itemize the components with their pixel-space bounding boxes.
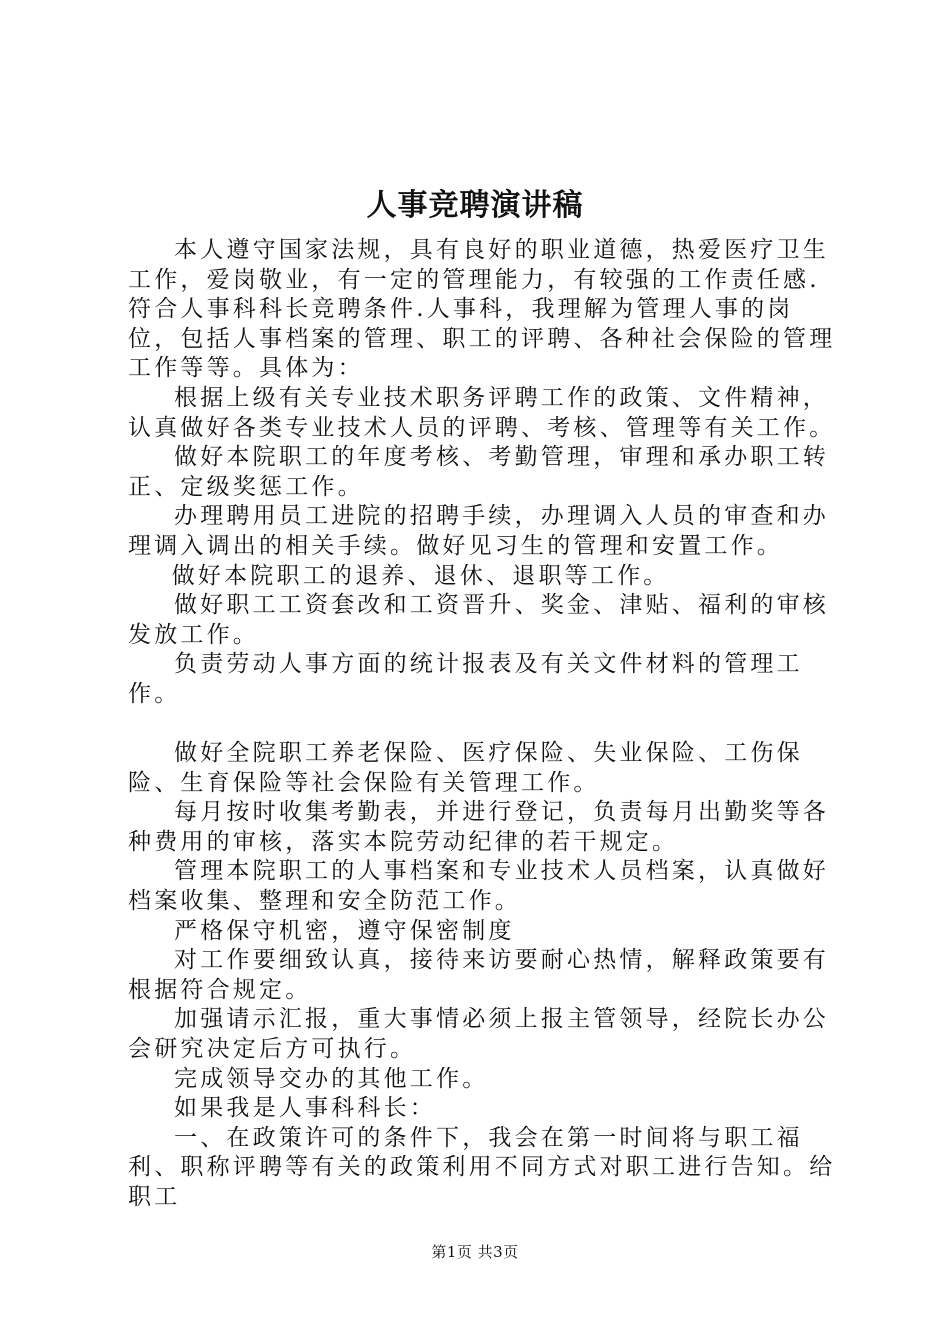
document-title: 人事竞聘演讲稿 xyxy=(366,188,584,223)
document-body xyxy=(128,236,840,1213)
paragraph-item: 做好职工工资套改和工资晋升、奖金、津贴、福利的审核发放工作。 xyxy=(128,592,829,648)
paragraph-item: 做好本院职工的年度考核、考勤管理，审理和承办职工转正、定级奖惩工作。 xyxy=(128,444,829,500)
page-footer: 第1页 共3页 xyxy=(431,1243,519,1261)
paragraph-item: 做好全院职工养老保险、医疗保险、失业保险、工伤保险、生育保险等社会保险有关管理工作。 xyxy=(128,740,803,796)
paragraph-item: 做好本院职工的退养、退休、退职等工作。 xyxy=(171,562,670,589)
paragraph-item: 对工作要细致认真，接待来访要耐心热情，解释政策要有根据符合规定。 xyxy=(128,947,829,1003)
paragraph-intro: 本人遵守国家法规，具有良好的职业道德，热爱医疗卫生工作，爱岗敬业，有一定的管理能力，有较强的工作责任感.符合人事科科长竞聘条件.人事科，我理解为管理人事的岗位，包括人事档案的管理、职工的评聘、各种社会保险的管理工作等等。具体为： xyxy=(128,237,836,382)
paragraph-item: 根据上级有关专业技术职务评聘工作的政策、文件精神，认真做好各类专业技术人员的评聘、考核、管理等有关工作。 xyxy=(128,384,836,441)
paragraph-item: 办理聘用员工进院的招聘手续，办理调入人员的审查和办理调入调出的相关手续。做好见习生的管理和安置工作。 xyxy=(128,503,829,559)
paragraph-item: 一、在政策许可的条件下，我会在第一时间将与职工福利、职称评聘等有关的政策利用不同方式对职工进行告知。给职工 xyxy=(128,1124,836,1210)
blank-line xyxy=(128,710,840,740)
paragraph-item: 负责劳动人事方面的统计报表及有关文件材料的管理工作。 xyxy=(128,651,803,707)
paragraph-item: 管理本院职工的人事档案和专业技术人员档案，认真做好档案收集、整理和安全防范工作。 xyxy=(128,858,829,915)
paragraph-item: 每月按时收集考勤表，并进行登记，负责每月出勤奖等各种费用的审核，落实本院劳动纪律的若干规定。 xyxy=(128,799,829,855)
paragraph-item: 严格保守机密，遵守保密制度 xyxy=(174,917,515,944)
paragraph-item: 完成领导交办的其他工作。 xyxy=(174,1065,489,1092)
paragraph-item: 加强请示汇报，重大事情必须上报主管领导，经院长办公会研究决定后方可执行。 xyxy=(128,1006,829,1063)
paragraph-item: 如果我是人事科科长： xyxy=(174,1095,436,1122)
